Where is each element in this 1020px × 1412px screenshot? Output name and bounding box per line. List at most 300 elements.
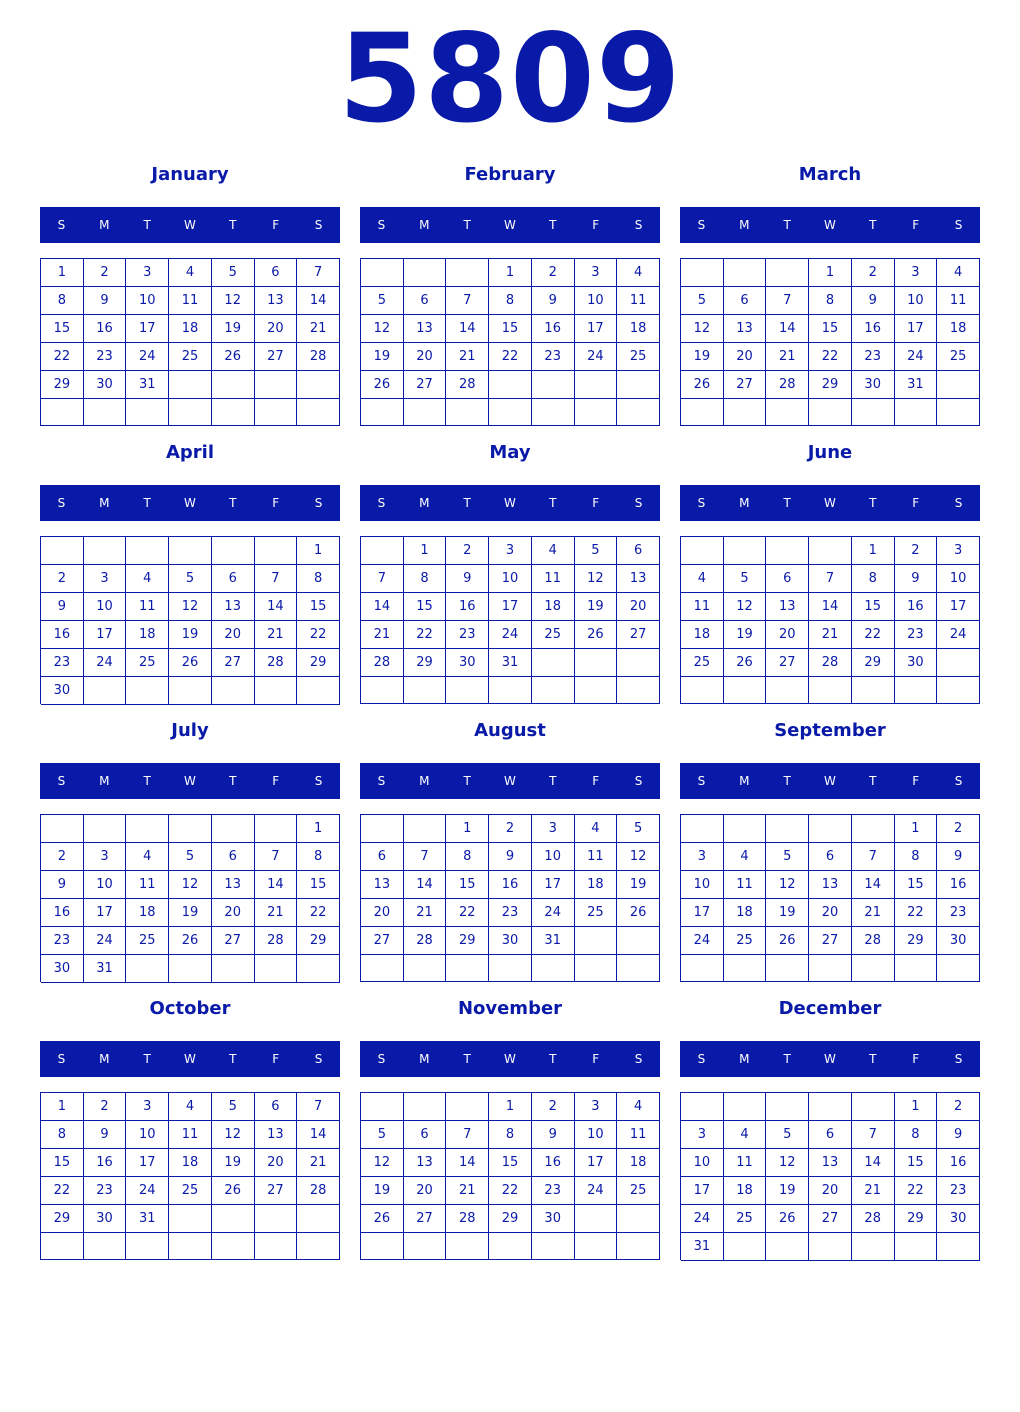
day-cell: 23 (84, 1177, 127, 1205)
month-name: December (778, 998, 882, 1019)
day-cell: 4 (617, 259, 660, 287)
day-cell: 14 (446, 315, 489, 343)
day-cell: 8 (41, 1121, 84, 1149)
weekday-label: S (57, 774, 66, 788)
day-cell: 2 (937, 815, 980, 843)
day-cell: 17 (681, 1177, 724, 1205)
empty-day-cell (681, 399, 724, 426)
day-cell: 30 (937, 927, 980, 955)
empty-day-cell (489, 1233, 532, 1260)
day-cell: 31 (126, 1205, 169, 1233)
day-cell: 24 (681, 927, 724, 955)
day-cell: 29 (41, 1205, 84, 1233)
day-cell: 17 (84, 621, 127, 649)
weekday-header (360, 1041, 660, 1077)
empty-day-cell (681, 677, 724, 704)
day-cell: 4 (532, 537, 575, 565)
weekday-header (680, 207, 980, 243)
day-cell: 4 (617, 1093, 660, 1121)
day-cell: 9 (84, 287, 127, 315)
day-cell: 8 (895, 843, 938, 871)
day-cell: 19 (575, 593, 618, 621)
day-cell: 11 (617, 1121, 660, 1149)
day-cell: 7 (852, 843, 895, 871)
day-grid (680, 814, 980, 982)
empty-day-cell (169, 371, 212, 399)
day-cell: 14 (255, 871, 298, 899)
empty-day-cell (446, 1233, 489, 1260)
empty-day-cell (575, 1233, 618, 1260)
day-cell: 2 (532, 1093, 575, 1121)
day-cell: 7 (255, 565, 298, 593)
day-cell: 26 (212, 343, 255, 371)
weekday-label: T (869, 496, 877, 510)
day-cell: 18 (532, 593, 575, 621)
day-cell: 14 (852, 1149, 895, 1177)
day-cell: 4 (937, 259, 980, 287)
day-cell: 12 (617, 843, 660, 871)
day-cell: 26 (617, 899, 660, 927)
weekday-label: F (592, 218, 600, 232)
empty-day-cell (212, 815, 255, 843)
weekday-label: S (954, 774, 963, 788)
day-cell: 23 (41, 649, 84, 677)
empty-day-cell (681, 259, 724, 287)
day-cell: 16 (489, 871, 532, 899)
day-cell: 19 (212, 315, 255, 343)
day-cell: 27 (724, 371, 767, 399)
day-cell: 17 (532, 871, 575, 899)
day-cell: 10 (895, 287, 938, 315)
day-cell: 2 (84, 1093, 127, 1121)
day-cell: 1 (446, 815, 489, 843)
day-cell: 10 (681, 1149, 724, 1177)
day-cell: 20 (724, 343, 767, 371)
empty-day-cell (404, 1233, 447, 1260)
empty-day-cell (169, 677, 212, 705)
day-cell: 20 (404, 1177, 447, 1205)
day-cell: 8 (809, 287, 852, 315)
day-cell: 12 (575, 565, 618, 593)
day-cell: 23 (41, 927, 84, 955)
empty-day-cell (361, 537, 404, 565)
weekday-label: F (272, 1052, 280, 1066)
weekday-label: S (377, 774, 386, 788)
day-cell: 2 (489, 815, 532, 843)
weekday-label: T (463, 218, 471, 232)
day-cell: 7 (446, 1121, 489, 1149)
day-cell: 23 (532, 1177, 575, 1205)
day-cell: 30 (41, 677, 84, 705)
day-cell: 26 (681, 371, 724, 399)
day-cell: 6 (724, 287, 767, 315)
year-title: 5809 (338, 8, 682, 150)
empty-day-cell (809, 1093, 852, 1121)
day-grid (360, 814, 660, 982)
day-grid (360, 1092, 660, 1260)
day-cell: 25 (169, 343, 212, 371)
day-cell: 10 (681, 871, 724, 899)
empty-day-cell (575, 677, 618, 704)
empty-day-cell (41, 537, 84, 565)
day-cell: 14 (446, 1149, 489, 1177)
day-cell: 1 (41, 1093, 84, 1121)
day-cell: 24 (126, 343, 169, 371)
day-cell: 10 (84, 593, 127, 621)
weekday-label: S (634, 496, 643, 510)
day-cell: 11 (532, 565, 575, 593)
day-cell: 9 (41, 871, 84, 899)
empty-day-cell (532, 955, 575, 982)
day-cell: 30 (532, 1205, 575, 1233)
day-grid (40, 1092, 340, 1260)
day-cell: 14 (809, 593, 852, 621)
day-cell: 28 (766, 371, 809, 399)
day-cell: 6 (809, 1121, 852, 1149)
day-cell: 5 (212, 259, 255, 287)
weekday-label: M (419, 774, 430, 788)
day-cell: 10 (126, 1121, 169, 1149)
day-cell: 27 (404, 371, 447, 399)
day-cell: 11 (169, 287, 212, 315)
empty-day-cell (724, 1093, 767, 1121)
month-name: June (807, 442, 853, 463)
month-may (360, 438, 660, 700)
weekday-header (40, 207, 340, 243)
day-cell: 15 (895, 1149, 938, 1177)
empty-day-cell (532, 371, 575, 399)
weekday-label: S (697, 218, 706, 232)
day-cell: 22 (852, 621, 895, 649)
day-cell: 13 (212, 593, 255, 621)
empty-day-cell (126, 1233, 169, 1260)
day-cell: 27 (212, 649, 255, 677)
day-cell: 18 (724, 1177, 767, 1205)
weekday-label: T (549, 496, 557, 510)
day-cell: 22 (895, 1177, 938, 1205)
empty-day-cell (937, 371, 980, 399)
day-cell: 24 (489, 621, 532, 649)
day-cell: 1 (41, 259, 84, 287)
weekday-label: M (739, 496, 750, 510)
weekday-header (40, 1041, 340, 1077)
day-cell: 29 (895, 927, 938, 955)
day-cell: 17 (126, 315, 169, 343)
empty-day-cell (937, 677, 980, 704)
day-cell: 9 (41, 593, 84, 621)
weekday-label: F (912, 1052, 920, 1066)
empty-day-cell (404, 815, 447, 843)
month-august (360, 716, 660, 978)
month-november (360, 994, 660, 1256)
weekday-label: S (954, 218, 963, 232)
day-cell: 20 (255, 315, 298, 343)
empty-day-cell (724, 259, 767, 287)
weekday-label: S (57, 218, 66, 232)
day-cell: 17 (126, 1149, 169, 1177)
weekday-label: T (549, 774, 557, 788)
empty-day-cell (532, 649, 575, 677)
empty-day-cell (446, 399, 489, 426)
day-cell: 28 (297, 343, 340, 371)
weekday-label: T (869, 774, 877, 788)
day-cell: 27 (255, 1177, 298, 1205)
day-cell: 23 (937, 899, 980, 927)
day-grid (680, 258, 980, 426)
day-cell: 28 (446, 371, 489, 399)
month-name: November (457, 998, 563, 1019)
empty-day-cell (404, 399, 447, 426)
day-cell: 31 (84, 955, 127, 983)
day-cell: 26 (169, 649, 212, 677)
weekday-label: T (229, 774, 237, 788)
day-cell: 9 (84, 1121, 127, 1149)
empty-day-cell (809, 399, 852, 426)
day-cell: 5 (681, 287, 724, 315)
weekday-label: M (99, 774, 110, 788)
weekday-label: M (99, 496, 110, 510)
empty-day-cell (361, 259, 404, 287)
day-cell: 28 (255, 927, 298, 955)
empty-day-cell (617, 649, 660, 677)
day-cell: 12 (724, 593, 767, 621)
day-cell: 3 (126, 259, 169, 287)
day-cell: 2 (41, 843, 84, 871)
day-cell: 21 (361, 621, 404, 649)
day-cell: 14 (404, 871, 447, 899)
day-cell: 2 (532, 259, 575, 287)
day-cell: 31 (126, 371, 169, 399)
day-cell: 20 (212, 621, 255, 649)
day-cell: 31 (681, 1233, 724, 1261)
day-cell: 8 (446, 843, 489, 871)
month-name: October (149, 998, 231, 1019)
empty-day-cell (532, 399, 575, 426)
day-cell: 8 (404, 565, 447, 593)
day-cell: 3 (84, 565, 127, 593)
empty-day-cell (255, 1233, 298, 1260)
day-cell: 28 (404, 927, 447, 955)
day-cell: 5 (766, 843, 809, 871)
empty-day-cell (169, 1205, 212, 1233)
day-cell: 20 (809, 1177, 852, 1205)
weekday-label: W (824, 774, 836, 788)
empty-day-cell (255, 955, 298, 983)
empty-day-cell (126, 815, 169, 843)
month-october (40, 994, 340, 1256)
day-cell: 11 (575, 843, 618, 871)
empty-day-cell (212, 677, 255, 705)
weekday-label: W (504, 1052, 516, 1066)
weekday-label: F (912, 496, 920, 510)
day-cell: 20 (212, 899, 255, 927)
empty-day-cell (255, 371, 298, 399)
day-cell: 16 (532, 315, 575, 343)
empty-day-cell (361, 399, 404, 426)
day-cell: 18 (617, 315, 660, 343)
day-cell: 16 (937, 871, 980, 899)
empty-day-cell (575, 371, 618, 399)
day-cell: 29 (41, 371, 84, 399)
weekday-header (360, 207, 660, 243)
empty-day-cell (126, 537, 169, 565)
day-cell: 30 (852, 371, 895, 399)
day-cell: 22 (809, 343, 852, 371)
day-cell: 27 (255, 343, 298, 371)
weekday-label: S (634, 218, 643, 232)
day-cell: 25 (681, 649, 724, 677)
day-cell: 13 (724, 315, 767, 343)
day-cell: 23 (446, 621, 489, 649)
day-cell: 15 (41, 315, 84, 343)
day-cell: 23 (84, 343, 127, 371)
day-cell: 1 (852, 537, 895, 565)
empty-day-cell (404, 259, 447, 287)
day-cell: 12 (766, 871, 809, 899)
day-cell: 9 (937, 843, 980, 871)
day-cell: 11 (937, 287, 980, 315)
weekday-label: T (463, 496, 471, 510)
empty-day-cell (724, 399, 767, 426)
day-cell: 27 (809, 927, 852, 955)
empty-day-cell (361, 1093, 404, 1121)
day-cell: 24 (126, 1177, 169, 1205)
day-cell: 26 (766, 1205, 809, 1233)
day-cell: 1 (297, 815, 340, 843)
day-cell: 16 (41, 621, 84, 649)
month-september (680, 716, 980, 978)
day-cell: 29 (297, 927, 340, 955)
day-cell: 15 (489, 1149, 532, 1177)
month-name: May (489, 442, 531, 463)
empty-day-cell (446, 955, 489, 982)
weekday-label: S (954, 496, 963, 510)
month-name: January (151, 164, 229, 185)
day-cell: 31 (532, 927, 575, 955)
day-cell: 7 (297, 1093, 340, 1121)
empty-day-cell (724, 1233, 767, 1261)
day-cell: 8 (41, 287, 84, 315)
day-cell: 23 (937, 1177, 980, 1205)
day-cell: 22 (297, 621, 340, 649)
day-cell: 29 (809, 371, 852, 399)
weekday-label: W (824, 496, 836, 510)
day-cell: 6 (404, 287, 447, 315)
empty-day-cell (212, 1205, 255, 1233)
day-cell: 10 (532, 843, 575, 871)
day-cell: 4 (169, 259, 212, 287)
day-cell: 4 (724, 1121, 767, 1149)
weekday-header (40, 485, 340, 521)
day-cell: 28 (297, 1177, 340, 1205)
weekday-label: T (143, 1052, 151, 1066)
empty-day-cell (575, 1205, 618, 1233)
day-cell: 22 (446, 899, 489, 927)
empty-day-cell (895, 955, 938, 982)
day-cell: 6 (361, 843, 404, 871)
empty-day-cell (617, 1205, 660, 1233)
empty-day-cell (361, 1233, 404, 1260)
empty-day-cell (852, 1093, 895, 1121)
empty-day-cell (404, 955, 447, 982)
weekday-header (680, 763, 980, 799)
weekday-label: T (463, 1052, 471, 1066)
empty-day-cell (255, 1205, 298, 1233)
weekday-label: M (739, 218, 750, 232)
day-cell: 25 (169, 1177, 212, 1205)
weekday-label: W (184, 218, 196, 232)
day-cell: 26 (169, 927, 212, 955)
day-cell: 4 (681, 565, 724, 593)
empty-day-cell (212, 371, 255, 399)
day-cell: 12 (212, 287, 255, 315)
month-march (680, 160, 980, 422)
day-cell: 10 (126, 287, 169, 315)
weekday-label: W (504, 496, 516, 510)
day-cell: 22 (41, 1177, 84, 1205)
empty-day-cell (724, 677, 767, 704)
day-cell: 28 (852, 927, 895, 955)
day-cell: 30 (895, 649, 938, 677)
day-cell: 26 (212, 1177, 255, 1205)
day-cell: 1 (895, 1093, 938, 1121)
empty-day-cell (84, 815, 127, 843)
empty-day-cell (724, 815, 767, 843)
day-cell: 13 (361, 871, 404, 899)
day-cell: 19 (212, 1149, 255, 1177)
day-cell: 17 (575, 1149, 618, 1177)
day-cell: 30 (84, 1205, 127, 1233)
day-cell: 5 (575, 537, 618, 565)
day-cell: 9 (895, 565, 938, 593)
day-cell: 27 (212, 927, 255, 955)
day-cell: 19 (681, 343, 724, 371)
day-cell: 18 (575, 871, 618, 899)
day-cell: 10 (84, 871, 127, 899)
day-cell: 18 (681, 621, 724, 649)
day-cell: 28 (255, 649, 298, 677)
day-cell: 21 (809, 621, 852, 649)
day-cell: 1 (489, 1093, 532, 1121)
day-cell: 25 (126, 649, 169, 677)
day-cell: 1 (809, 259, 852, 287)
day-cell: 10 (937, 565, 980, 593)
empty-day-cell (809, 677, 852, 704)
weekday-label: S (697, 496, 706, 510)
weekday-label: S (634, 774, 643, 788)
month-name: February (464, 164, 556, 185)
day-cell: 5 (766, 1121, 809, 1149)
empty-day-cell (169, 537, 212, 565)
day-cell: 16 (937, 1149, 980, 1177)
day-cell: 29 (297, 649, 340, 677)
empty-day-cell (489, 955, 532, 982)
empty-day-cell (489, 399, 532, 426)
day-cell: 7 (404, 843, 447, 871)
empty-day-cell (212, 1233, 255, 1260)
empty-day-cell (766, 1233, 809, 1261)
day-cell: 16 (852, 315, 895, 343)
empty-day-cell (766, 815, 809, 843)
day-cell: 17 (575, 315, 618, 343)
day-grid (360, 536, 660, 704)
day-cell: 21 (297, 315, 340, 343)
day-cell: 8 (489, 287, 532, 315)
weekday-label: T (783, 1052, 791, 1066)
day-cell: 7 (852, 1121, 895, 1149)
day-cell: 28 (809, 649, 852, 677)
empty-day-cell (297, 677, 340, 705)
